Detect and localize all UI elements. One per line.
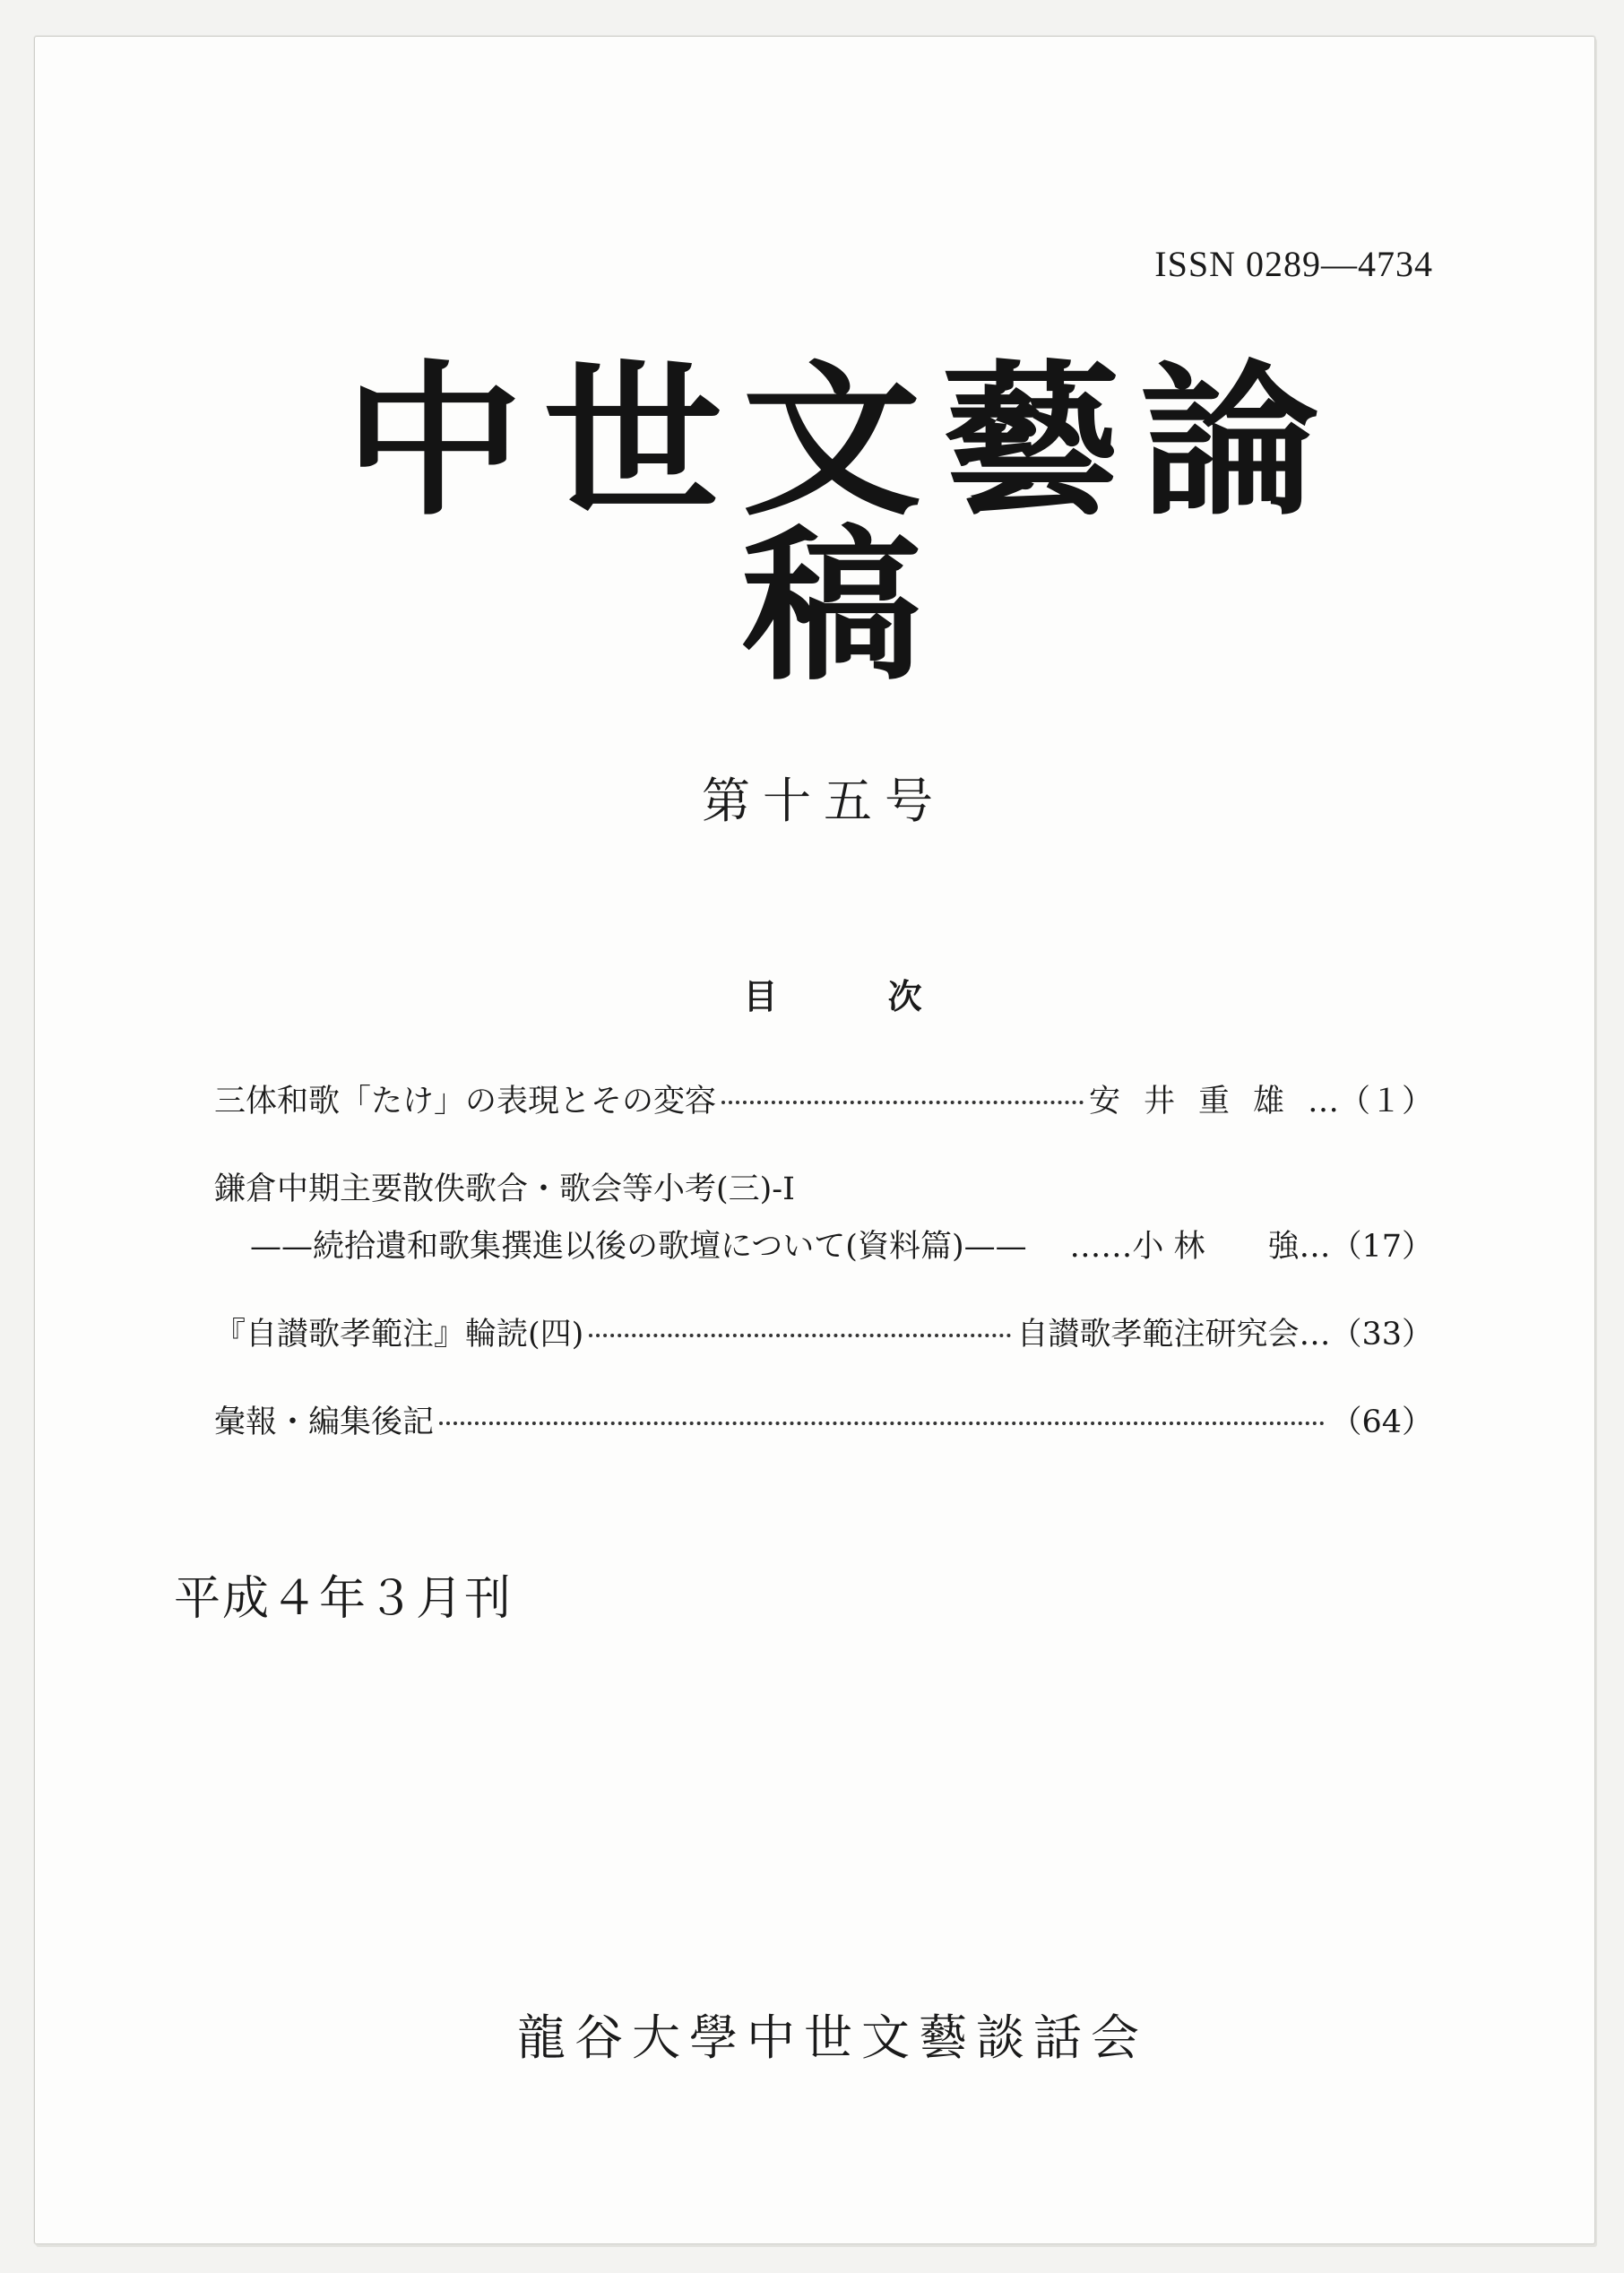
publisher-name: 龍谷大學中世文藝談話会 <box>517 2009 1148 2066</box>
toc-entry-title: 鎌倉中期主要散佚歌合・歌会等小考(三)-Ⅰ <box>214 1171 795 1207</box>
toc-entry-title: 三体和歌「たけ」の表現とその変容 <box>214 1084 717 1119</box>
table-of-contents <box>214 1076 1433 1485</box>
toc-heading: 目 次 <box>743 976 922 1016</box>
toc-entry <box>214 1164 1433 1266</box>
toc-entry <box>214 1397 1433 1442</box>
toc-entry-title: 彙報・編集後記 <box>214 1404 435 1440</box>
dot-leader <box>439 1422 1325 1425</box>
dot-leader <box>589 1334 1011 1337</box>
journal-cover <box>34 36 1595 2244</box>
toc-entry-author: 安井重雄 <box>1088 1084 1308 1119</box>
toc-entry-page: …（17） <box>1299 1229 1433 1265</box>
issn-number: ISSN 0289—4734 <box>1154 244 1433 284</box>
dot-leader <box>721 1101 1084 1104</box>
toc-entry-author: 自讃歌孝範注研究会 <box>1016 1317 1300 1353</box>
toc-entry-author: ……小 林 強 <box>1069 1229 1300 1265</box>
issue-number: 第十五号 <box>702 773 946 829</box>
toc-entry-subtitle: ——続拾遺和歌集撰進以後の歌壇について(資料篇)—— <box>250 1229 1027 1265</box>
toc-entry-page: …（33） <box>1299 1317 1433 1353</box>
toc-entry-page: …（１） <box>1307 1084 1433 1119</box>
journal-title: 中世文藝論稿 <box>343 344 1339 704</box>
toc-entry <box>214 1076 1433 1121</box>
publication-date: 平成４年３月刊 <box>174 1572 514 1626</box>
toc-entry <box>214 1309 1433 1354</box>
toc-entry-title: 『自讃歌孝範注』輪読(四) <box>214 1317 584 1353</box>
toc-entry-page: （64） <box>1330 1404 1433 1440</box>
